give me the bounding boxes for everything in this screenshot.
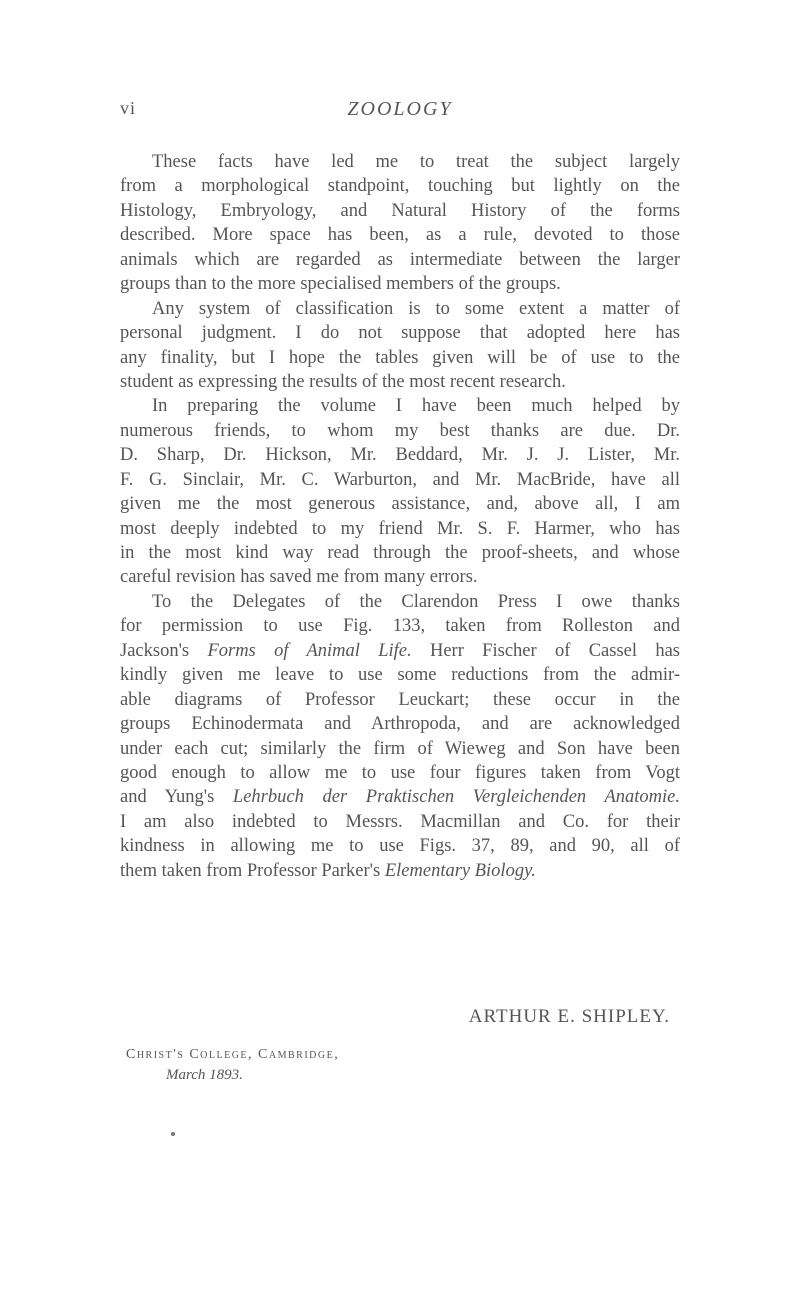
text-line: good enough to allow me to use four figures taken from Vogt xyxy=(120,762,680,783)
text-line: In preparing the volume I have been much helped by xyxy=(152,396,680,417)
text-line: careful revision has saved me from many errors. xyxy=(120,567,478,588)
text-line: F. G. Sinclair, Mr. C. Warburton, and Mr. MacBride, have all xyxy=(120,469,680,490)
text-line: groups Echinodermata and Arthropoda, and are acknowledged xyxy=(120,714,680,735)
text-line: animals which are regarded as intermediate between the larger xyxy=(120,249,680,270)
text-line: kindness in allowing me to use Figs. 37, 89, and 90, all of xyxy=(120,836,680,857)
book-title-elementary-biology: Elementary Biology. xyxy=(384,860,536,881)
text-line: These facts have led me to treat the subject largely xyxy=(152,152,680,172)
text-line: numerous friends, to whom my best thanks are due. Dr. xyxy=(120,420,680,441)
text-line: them taken from Professor Parker's Elementary Biology. xyxy=(120,860,536,881)
text-line: student as expressing the results of the most recent research. xyxy=(120,371,566,392)
author-signature: ARTHUR E. SHIPLEY. xyxy=(468,1006,670,1027)
text-line: groups than to the more specialised members of the groups. xyxy=(120,274,561,295)
text-line: for permission to use Fig. 133, taken from Rolleston and xyxy=(120,616,680,637)
text-line: able diagrams of Professor Leuckart; these occur in the xyxy=(120,689,680,710)
text-line: To the Delegates of the Clarendon Press I owe thanks xyxy=(152,591,680,612)
text-line: in the most kind way read through the proof-sheets, and whose xyxy=(120,543,680,563)
text-line: Histology, Embryology, and Natural History of the forms xyxy=(120,200,680,221)
text-line: any finality, but I hope the tables given will be of use to the xyxy=(120,347,680,368)
signature-date: March 1893. xyxy=(166,1067,243,1083)
preface-body xyxy=(120,150,680,883)
page-header xyxy=(120,98,680,122)
page-number: vi xyxy=(120,98,137,118)
text-line: personal judgment. I do not suppose that adopted here has xyxy=(120,323,680,344)
book-title-forms-of-animal-life: Forms of Animal Life. xyxy=(207,640,412,661)
text-line: described. More space has been, as a rule, devoted to those xyxy=(120,225,680,246)
text-line: kindly given me leave to use some reductions from the admir- xyxy=(120,665,680,686)
text-line: I am also indebted to Messrs. Macmillan and Co. for their xyxy=(120,811,680,832)
text-line: under each cut; similarly the firm of Wieweg and Son have been xyxy=(120,738,680,759)
text-line: most deeply indebted to my friend Mr. S. F. Harmer, who has xyxy=(120,518,680,539)
printer-mark xyxy=(171,1132,175,1136)
text-line: D. Sharp, Dr. Hickson, Mr. Beddard, Mr. J. J. Lister, Mr. xyxy=(120,445,680,466)
text-line: given me the most generous assistance, and, above all, I am xyxy=(120,494,680,515)
text-line: Jackson's Forms of Animal Life. Herr Fischer of Cassel has xyxy=(120,640,680,661)
running-title: ZOOLOGY xyxy=(347,98,453,120)
text-line: and Yung's Lehrbuch der Praktischen Vergleichenden Anatomie. xyxy=(120,787,680,808)
text-line: Any system of classification is to some extent a matter of xyxy=(152,298,680,319)
signature-place: Christ's College, Cambridge, xyxy=(126,1047,340,1062)
text-line: from a morphological standpoint, touching but lightly on the xyxy=(120,176,680,197)
book-title-lehrbuch: Lehrbuch der Praktischen Vergleichenden Anatomie. xyxy=(232,787,680,808)
